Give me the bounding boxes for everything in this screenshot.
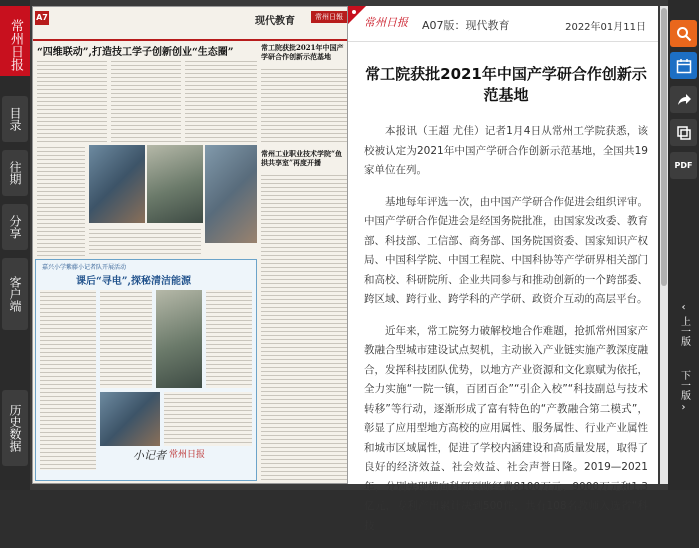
box-kicker: 嘉兴小学紫藤小记者队开展活动 <box>42 264 127 271</box>
text-column <box>261 67 347 145</box>
nav-client-button[interactable]: 客户端 <box>2 258 28 330</box>
article-photo <box>205 145 257 243</box>
masthead: 常州日報 <box>311 11 347 23</box>
article-paragraph: 本报讯（王超 尤佳）记者1月4日从常州工学院获悉，该校被认定为2021年中国产学研合作创新示范基地，全国共19家单位在列。 <box>364 125 648 176</box>
article-photo <box>156 290 202 388</box>
text-column <box>89 227 201 257</box>
article-photo <box>89 145 145 223</box>
section-title: 现代教育 <box>255 16 295 27</box>
share-button[interactable] <box>670 86 697 113</box>
nav-past-issues-button[interactable]: 往期 <box>2 150 28 196</box>
article-body <box>364 64 648 548</box>
brand-logo[interactable]: 常州日报 <box>0 6 30 76</box>
newspaper-header <box>33 7 347 41</box>
prev-page-button[interactable] <box>672 300 695 346</box>
chevron-left-icon: ‹ <box>681 302 686 313</box>
footer-brand: 常州日报 <box>169 450 206 460</box>
text-column <box>37 59 107 145</box>
page-number-badge: A7 <box>35 11 49 25</box>
text-column <box>37 145 85 257</box>
right-toolbar <box>668 0 699 490</box>
text-column <box>40 290 96 470</box>
prev-page-label: 上一版 <box>678 316 690 346</box>
calendar-button[interactable] <box>670 52 697 79</box>
reader-header <box>348 6 658 42</box>
nav-catalog-button[interactable]: 目录 <box>2 96 28 142</box>
article-reader-panel <box>348 6 658 532</box>
article-title: 常工院获批2021年中国产学研合作创新示范基地 <box>365 65 647 104</box>
nav-history-button[interactable]: 历史数据 <box>2 390 28 466</box>
page-indicator: A07版：现代教育 <box>422 19 510 32</box>
text-column <box>100 290 152 388</box>
article-headline[interactable]: 常州工业职业技术学院“鱼拱共享室”再度开播 <box>261 149 343 167</box>
article-photo <box>100 392 160 446</box>
next-page-label: 下一版 <box>678 370 690 400</box>
chevron-right-icon: › <box>681 402 686 413</box>
text-column <box>111 59 181 145</box>
newspaper-page-image[interactable] <box>32 6 348 484</box>
scrollbar-thumb[interactable] <box>661 8 667 286</box>
reader-logo: 常州日报 <box>364 16 408 29</box>
search-icon <box>676 26 692 42</box>
pdf-label: PDF <box>674 161 693 170</box>
copy-icon <box>676 125 692 141</box>
article-scrollbar[interactable] <box>660 6 668 484</box>
box-headline[interactable]: 课后“寻电”,探秘清洁能源 <box>76 276 191 287</box>
article-headline-selected[interactable]: 常工院获批2021年中国产学研合作创新示范基地 <box>261 43 344 61</box>
text-column <box>206 290 252 388</box>
share-arrow-icon <box>676 92 692 108</box>
copy-button[interactable] <box>670 119 697 146</box>
article-paragraph: 近年来，常工院努力破解校地合作难题，抢抓常州国家产教融合型城市建设试点契机，主动嵌入产业链实施产教深度融合，发挥科技团队优势，以地方产业资源和文化禀赋为依托，全力实施“一院一镇，百团百企”“引企入校”“科技副总与技术转移”等行动，逐渐形成了富有特色的“产教融合第二模式”，彰显了应用型地方高校的应用属性、服务属性、行业产业属性和城市区域属性，促进了学校内涵建设和高质量发展，取得了良好的经济效益、社会效益、社会声誉日隆。2019—2021年，分别实现横向科研到账经费8100万元、9000万元和1.3亿元，专利产出累计决到500件，共有108名教师入选省“科技 <box>364 324 648 532</box>
calendar-icon <box>676 58 692 74</box>
nav-share-button[interactable]: 分享 <box>2 204 28 250</box>
text-column <box>261 173 347 481</box>
search-button[interactable] <box>670 20 697 47</box>
next-page-button[interactable] <box>672 370 695 416</box>
handwriting-logo: 小记者 <box>133 449 166 462</box>
article-photo <box>147 145 203 223</box>
newspaper-headline[interactable]: “四维联动”,打造技工学子创新创业“生态圈” <box>37 47 234 58</box>
text-column <box>164 392 252 446</box>
left-sidebar <box>0 0 30 490</box>
text-column <box>185 59 257 145</box>
issue-date: 2022年01月11日 <box>565 22 646 33</box>
article-paragraph: 基地每年评选一次，由中国产学研合作促进会组织评审。中国产学研合作促进会是经国务院批准，由国家发改委、教育部、科技部、工信部、商务部、国务院国资委、国家知识产权局、中国科学院、中国工程院、中国科协等产学研界相关部门和高校、科研院所、企业共同参与和推动创新的一个跨部委、跨区域、跨行业、跨学科的产学研、政资介互动的高层平台。 <box>364 195 648 305</box>
pdf-button[interactable] <box>670 152 697 179</box>
